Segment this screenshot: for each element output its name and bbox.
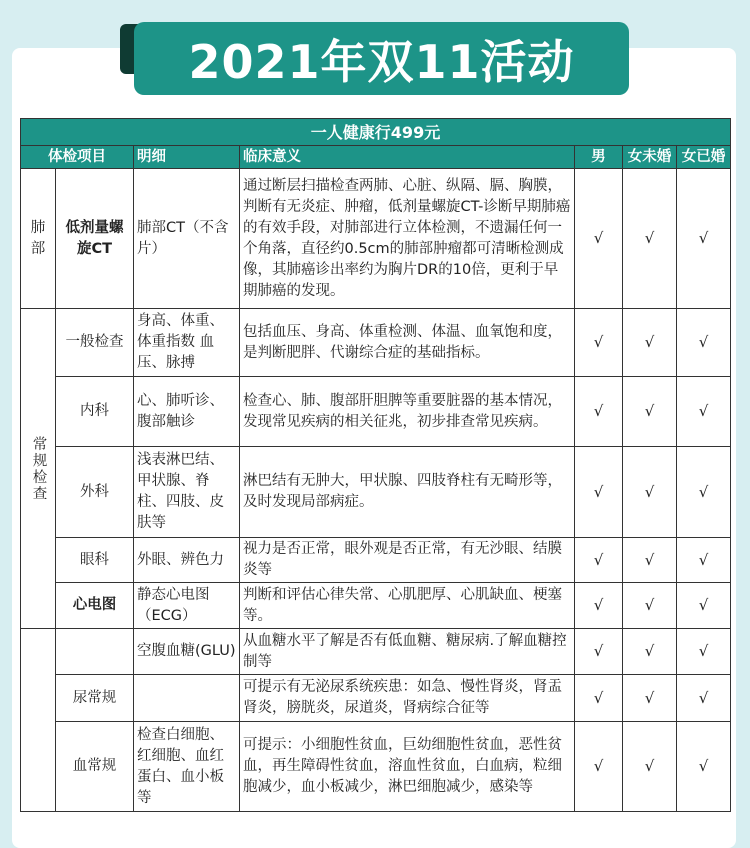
check-female-single: √: [623, 377, 677, 447]
item-name: 内科: [56, 377, 134, 447]
group-label-lab: [21, 629, 56, 812]
check-female-married: √: [677, 447, 731, 538]
package-title: 一人健康行499元: [21, 119, 731, 146]
item-detail: 外眼、辨色力: [134, 538, 240, 583]
group-label-routine: 常规检查: [21, 309, 56, 629]
header-item: 体检项目: [21, 146, 134, 169]
check-female-married: √: [677, 377, 731, 447]
check-male: √: [575, 309, 623, 377]
item-meaning: 从血糖水平了解是否有低血糖、糖尿病.了解血糖控制等: [240, 629, 575, 675]
check-male: √: [575, 675, 623, 722]
item-detail: 检查白细胞、红细胞、血红蛋白、血小板等: [134, 722, 240, 812]
table-row: [21, 447, 731, 538]
check-female-single: √: [623, 309, 677, 377]
check-female-single: √: [623, 169, 677, 309]
header-detail: 明细: [134, 146, 240, 169]
check-female-married: √: [677, 169, 731, 309]
group-label-lung: 肺部: [21, 169, 56, 309]
check-male: √: [575, 722, 623, 812]
table-row: [21, 675, 731, 722]
check-female-single: √: [623, 447, 677, 538]
check-female-married: √: [677, 538, 731, 583]
check-female-married: √: [677, 629, 731, 675]
item-detail: 静态心电图（ECG）: [134, 583, 240, 629]
item-detail: 肺部CT（不含片）: [134, 169, 240, 309]
check-female-married: √: [677, 583, 731, 629]
table-row: [21, 629, 731, 675]
header-female-single: 女未婚: [623, 146, 677, 169]
header-row: [21, 146, 731, 169]
item-meaning: 可提示有无泌尿系统疾患：如急、慢性肾炎，肾盂肾炎，膀胱炎，尿道炎，肾病综合征等: [240, 675, 575, 722]
item-detail: 心、肺听诊、腹部触诊: [134, 377, 240, 447]
item-name: 心电图: [56, 583, 134, 629]
header-male: 男: [575, 146, 623, 169]
table-row: [21, 377, 731, 447]
checkup-table: [20, 118, 731, 812]
item-detail: 身高、体重、体重指数 血压、脉搏: [134, 309, 240, 377]
item-name: 外科: [56, 447, 134, 538]
banner-title: 2021年双11活动: [134, 22, 629, 95]
item-name: [56, 629, 134, 675]
item-meaning: 通过断层扫描检查两肺、心脏、纵隔、膈、胸膜，判断有无炎症、肿瘤，低剂量螺旋CT-诊断早期肺癌的有效手段，对肺部进行立体检测，不遗漏任何一个角落，直径约0.5cm的肺部肿瘤都可清晰检测成像，其肺癌诊出率约为胸片DR的10倍，更利于早期肺癌的发现。: [240, 169, 575, 309]
check-male: √: [575, 538, 623, 583]
header-female-married: 女已婚: [677, 146, 731, 169]
item-name: 尿常规: [56, 675, 134, 722]
check-male: √: [575, 629, 623, 675]
table-row: [21, 169, 731, 309]
item-meaning: 可提示：小细胞性贫血，巨幼细胞性贫血，恶性贫血，再生障碍性贫血，溶血性贫血，白血病，粒细胞减少，血小板减少，淋巴细胞减少，感染等: [240, 722, 575, 812]
table-row: [21, 538, 731, 583]
table-row: [21, 722, 731, 812]
package-row: [21, 119, 731, 146]
header-meaning: 临床意义: [240, 146, 575, 169]
item-name: 眼科: [56, 538, 134, 583]
check-female-single: √: [623, 583, 677, 629]
item-detail: [134, 675, 240, 722]
check-female-married: √: [677, 722, 731, 812]
check-female-single: √: [623, 675, 677, 722]
item-meaning: 包括血压、身高、体重检测、体温、血氧饱和度，是判断肥胖、代谢综合症的基础指标。: [240, 309, 575, 377]
check-female-single: √: [623, 722, 677, 812]
item-detail: 浅表淋巴结、甲状腺、脊柱、四肢、皮肤等: [134, 447, 240, 538]
item-meaning: 判断和评估心律失常、心肌肥厚、心肌缺血、梗塞等。: [240, 583, 575, 629]
item-detail: 空腹血糖(GLU): [134, 629, 240, 675]
table-row: [21, 309, 731, 377]
check-male: √: [575, 169, 623, 309]
check-female-single: √: [623, 538, 677, 583]
check-male: √: [575, 583, 623, 629]
check-male: √: [575, 377, 623, 447]
item-name: 一般检查: [56, 309, 134, 377]
item-name: 血常规: [56, 722, 134, 812]
item-meaning: 视力是否正常，眼外观是否正常，有无沙眼、结膜炎等: [240, 538, 575, 583]
check-female-married: √: [677, 309, 731, 377]
item-meaning: 检查心、肺、腹部肝胆脾等重要脏器的基本情况，发现常见疾病的相关征兆，初步排查常见疾病。: [240, 377, 575, 447]
check-female-single: √: [623, 629, 677, 675]
item-name: 低剂量螺旋CT: [56, 169, 134, 309]
check-male: √: [575, 447, 623, 538]
table-row: [21, 583, 731, 629]
check-female-married: √: [677, 675, 731, 722]
item-meaning: 淋巴结有无肿大，甲状腺、四肢脊柱有无畸形等，及时发现局部病症。: [240, 447, 575, 538]
